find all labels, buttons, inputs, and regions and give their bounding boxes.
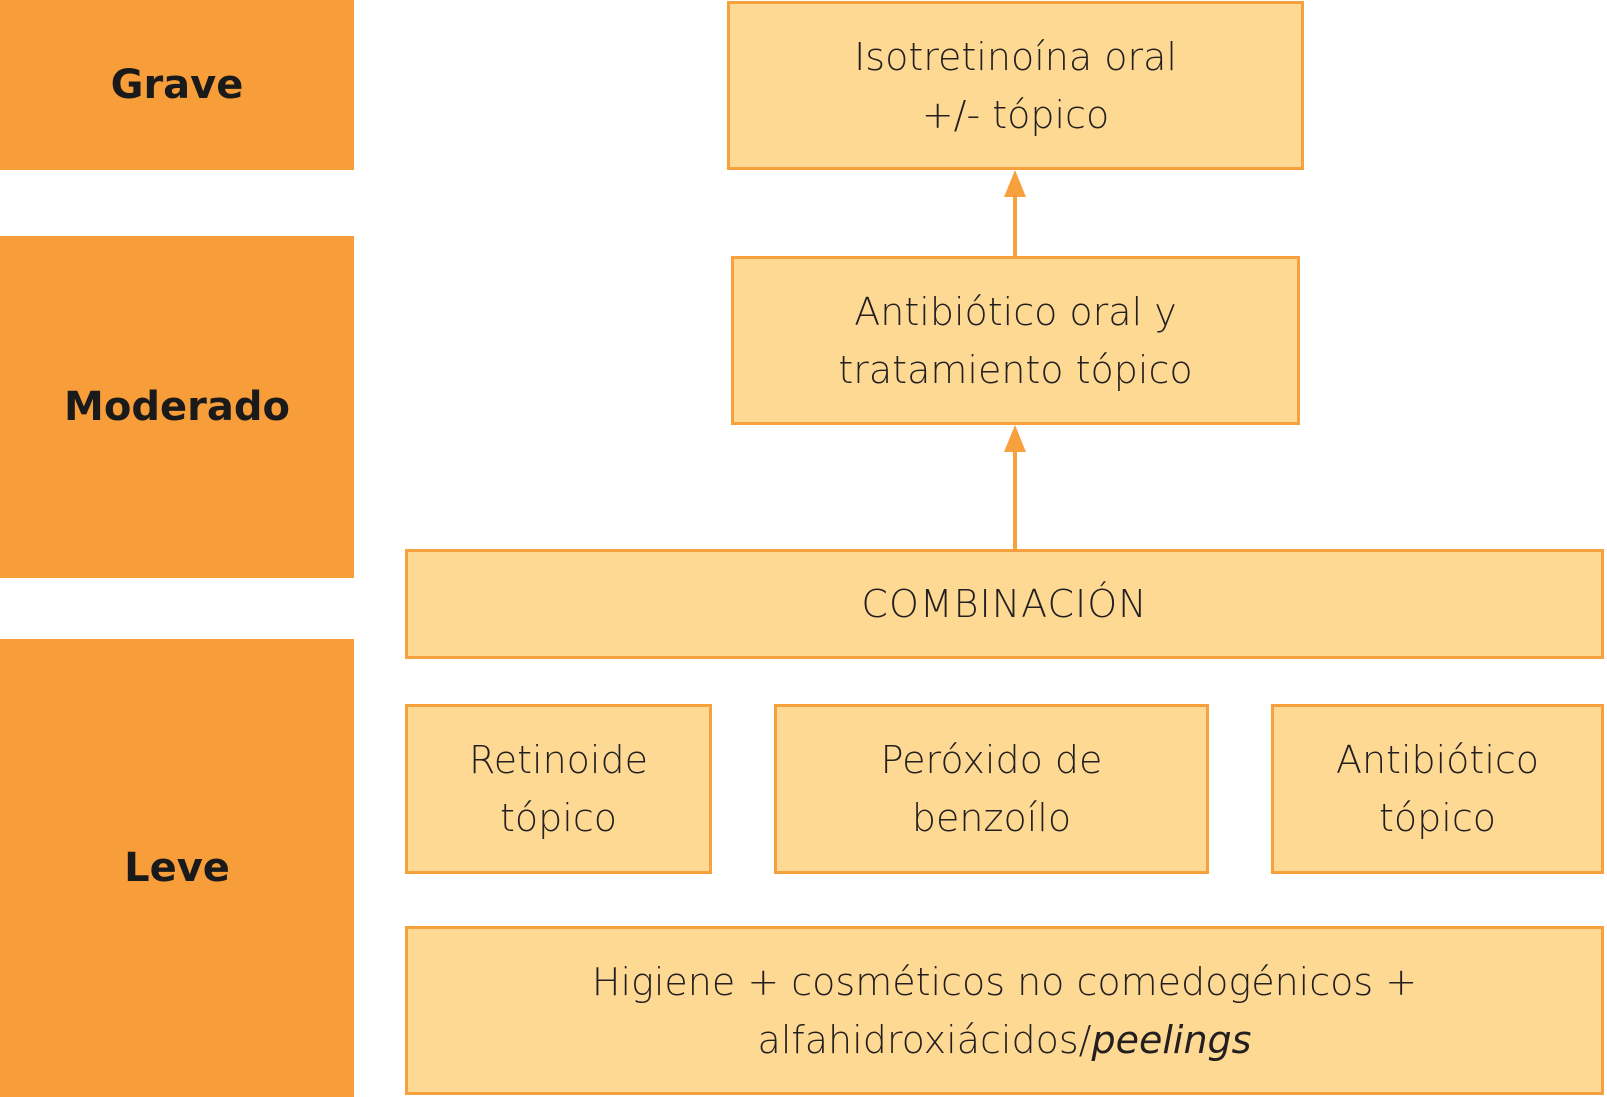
box-antibiotico-topico-line1: Antibiótico — [1335, 738, 1540, 782]
arrow-antibiotico-oral-to-isotretinoina — [1004, 170, 1026, 256]
box-retinoide — [405, 704, 712, 874]
box-isotretinoina — [727, 1, 1304, 170]
box-antibiotico-oral — [731, 256, 1300, 425]
box-higiene-line2-normal: alfahidroxiácidos/ — [757, 1017, 1092, 1062]
level-moderado — [0, 236, 354, 578]
arrow-head — [1004, 170, 1026, 197]
box-antibiotico-topico — [1271, 704, 1604, 874]
box-retinoide-line2: tópico — [500, 796, 617, 840]
box-higiene-line2-italic: peelings — [1091, 1017, 1252, 1062]
arrow-combinacion-to-antibiotico-oral — [1004, 425, 1026, 549]
box-retinoide-line1: Retinoide — [469, 738, 648, 782]
box-peroxido — [774, 704, 1209, 874]
box-isotretinoina-line2: +/- tópico — [921, 92, 1110, 137]
box-peroxido-line2: benzoílo — [911, 796, 1072, 840]
box-antibiotico-oral-line2: tratamiento tópico — [838, 347, 1193, 392]
level-leve-label: Leve — [124, 845, 230, 891]
box-combinacion-label: COMBINACIÓN — [861, 582, 1148, 626]
level-grave-label: Grave — [110, 62, 244, 108]
box-isotretinoina-line1: Isotretinoína oral — [854, 34, 1177, 79]
box-higiene-line1: Higiene + cosméticos no comedogénicos + — [591, 959, 1418, 1004]
box-higiene-line2 — [758, 1011, 1252, 1069]
level-grave — [0, 0, 354, 170]
box-combinacion — [405, 549, 1604, 659]
box-peroxido-line1: Peróxido de — [880, 738, 1103, 782]
box-higiene — [405, 926, 1604, 1095]
box-antibiotico-topico-line2: tópico — [1379, 796, 1496, 840]
level-leve — [0, 639, 354, 1097]
box-antibiotico-oral-line1: Antibiótico oral y — [854, 289, 1177, 334]
arrow-head — [1004, 425, 1026, 452]
level-moderado-label: Moderado — [64, 384, 290, 430]
